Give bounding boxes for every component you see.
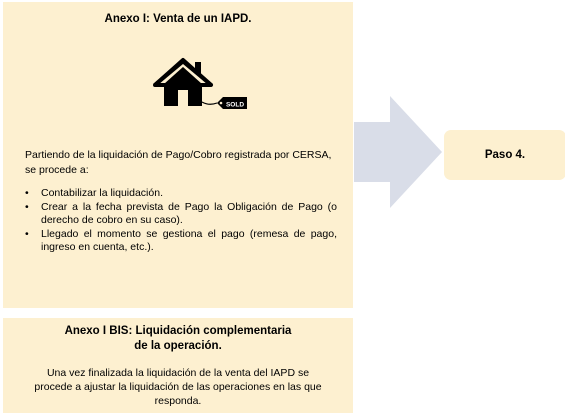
bullet-text: Crear a la fecha prevista de Pago la Obligación de Pago (o derecho de cobro en su caso). bbox=[41, 200, 337, 226]
annex-1-title: Anexo I: Venta de un IAPD. bbox=[104, 13, 252, 25]
bullet-icon: • bbox=[25, 187, 29, 199]
annex-1-bis-panel bbox=[3, 318, 353, 413]
step-label: Paso 4. bbox=[484, 149, 526, 161]
list-item bbox=[25, 201, 337, 228]
annex-1-intro: Partiendo de la liquidación de Pago/Cobro registrada por CERSA, se procede a: bbox=[25, 149, 332, 176]
bullet-icon: • bbox=[25, 200, 29, 213]
bullet-text: Llegado el momento se gestiona el pago (remesa de pago, ingreso en cuenta, etc.). bbox=[41, 227, 337, 253]
list-item bbox=[25, 228, 337, 255]
annex-1-bis-title: Anexo I BIS: Liquidación complementaria de la operación. bbox=[64, 325, 292, 352]
annex-1-panel bbox=[3, 2, 353, 308]
sold-tag-label: SOLD bbox=[225, 101, 245, 109]
step-4-box bbox=[444, 130, 565, 180]
bullet-icon: • bbox=[25, 227, 29, 240]
list-item bbox=[25, 187, 337, 201]
right-arrow-icon bbox=[354, 96, 444, 208]
annex-1-bullet-list bbox=[25, 187, 337, 255]
house-sold-icon bbox=[153, 54, 248, 116]
annex-1-bis-text: Una vez finalizada la liquidación de la venta del IAPD se procede a ajustar la liquidación de las operaciones en las que responda. bbox=[34, 367, 322, 407]
bullet-text: Contabilizar la liquidación. bbox=[41, 187, 163, 199]
